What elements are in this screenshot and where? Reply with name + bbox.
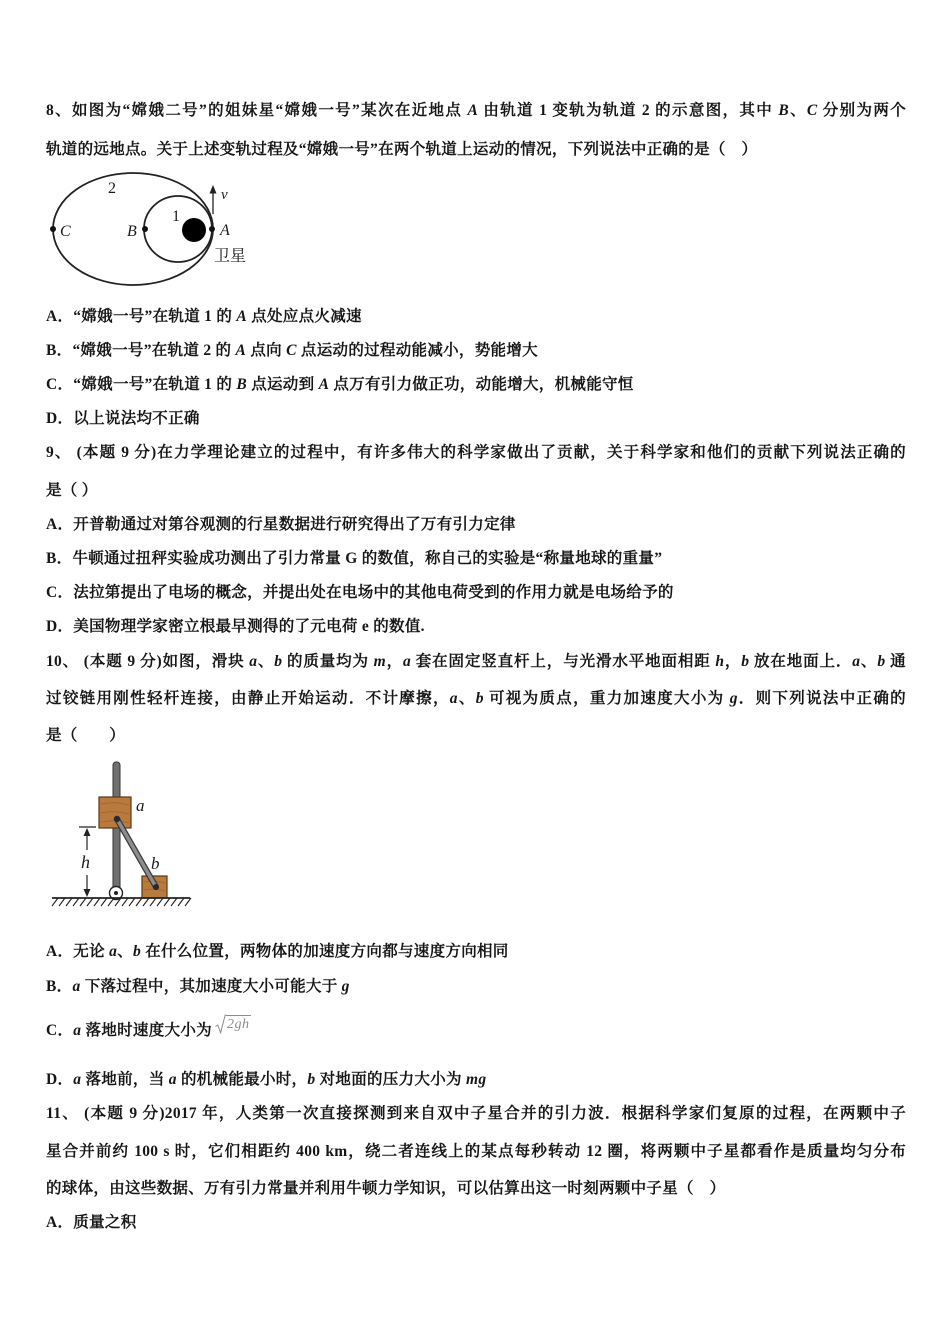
text-run: 通 bbox=[885, 653, 906, 670]
text-run: 8、如图为“嫦娥二号”的姐妹星“嫦娥一号”某次在近地点 bbox=[46, 102, 468, 119]
text-run: 点向 bbox=[246, 342, 287, 359]
text-run: A．“嫦娥一号”在轨道 1 的 bbox=[46, 308, 237, 325]
text-run: A．无论 bbox=[46, 943, 110, 960]
block-b-label: b bbox=[151, 854, 160, 873]
question-9-option-a bbox=[46, 514, 906, 536]
text-run: 的球体，由这些数据、万有引力常量并利用牛顿力学知识，可以估算出这一时刻两颗中子星（ ） bbox=[46, 1180, 726, 1197]
question-10-option-c bbox=[46, 1017, 906, 1042]
text-run: B．“嫦娥一号”在轨道 2 的 bbox=[46, 342, 236, 359]
italic-variable: B bbox=[236, 376, 248, 393]
velocity-label: v bbox=[221, 187, 228, 203]
text-run: 可视为质点，重力加速度大小为 bbox=[483, 690, 730, 707]
italic-variable: a bbox=[73, 1071, 82, 1088]
hinge-b-icon bbox=[153, 884, 159, 890]
text-run: 放在地面上． bbox=[749, 653, 853, 670]
sqrt-radicand: 2gh bbox=[226, 1017, 250, 1033]
question-9-stem-line-2 bbox=[46, 480, 906, 502]
ground-hatch bbox=[52, 898, 191, 906]
text-run: A．质量之积 bbox=[46, 1214, 137, 1231]
text-run: ， bbox=[724, 653, 742, 670]
text-run: 9、 (本题 9 分)在力学理论建立的过程中，有许多伟大的科学家做出了贡献，关于科学家和他们的贡献下列说法正确的 bbox=[46, 444, 906, 461]
question-8-stem-line-2 bbox=[46, 139, 906, 161]
hinge-a-icon bbox=[114, 816, 120, 822]
question-10-option-a bbox=[46, 941, 906, 963]
sqrt-radical-icon bbox=[215, 1014, 226, 1034]
text-run: 点运动的过程动能减小，势能增大 bbox=[296, 342, 538, 359]
light-rod bbox=[117, 819, 156, 887]
text-run: 轨道的远地点。关于上述变轨过程及“嫦娥一号”在两个轨道上运动的情况，下列说法中正确的是（ ） bbox=[46, 141, 758, 158]
orbit-2-label: 2 bbox=[108, 180, 116, 197]
question-8-option-c bbox=[46, 374, 906, 396]
text-run: 是（ ） bbox=[46, 727, 126, 744]
point-b-dot bbox=[142, 226, 148, 232]
velocity-arrow-head-icon bbox=[210, 185, 217, 194]
text-run: B．牛顿通过扭秤实验成功测出了引力常量 G 的数值，称自己的实验是“称量地球的重量” bbox=[46, 550, 663, 567]
point-c-dot bbox=[50, 226, 56, 232]
point-a-dot bbox=[209, 226, 215, 232]
question-10-stem-line-3 bbox=[46, 725, 906, 747]
sqrt-radical-stroke bbox=[215, 1015, 226, 1033]
slider-rod-diagram bbox=[48, 756, 196, 914]
italic-variable: A bbox=[236, 308, 248, 325]
question-10-option-d bbox=[46, 1069, 906, 1091]
italic-variable: a bbox=[73, 1022, 82, 1039]
orbit-diagram bbox=[44, 168, 260, 294]
text-run: 的机械能最小时， bbox=[176, 1071, 308, 1088]
text-run: 、 bbox=[860, 653, 878, 670]
text-run: ， bbox=[386, 653, 403, 670]
question-11-stem-line-1 bbox=[46, 1103, 906, 1125]
text-run: 、 bbox=[789, 102, 807, 119]
italic-variable: C bbox=[806, 102, 818, 119]
italic-variable: m bbox=[373, 653, 387, 670]
text-run: 、 bbox=[257, 653, 275, 670]
italic-variable: a bbox=[72, 978, 81, 995]
text-run: ．则下列说法中正确的 bbox=[737, 690, 906, 707]
italic-variable: g bbox=[729, 690, 738, 707]
text-run: 分别为两个 bbox=[817, 102, 906, 119]
text-run: 点处应点火减速 bbox=[247, 308, 362, 325]
italic-variable: C bbox=[286, 342, 297, 359]
text-run: C．法拉第提出了电场的概念，并提出处在电场中的其他电荷受到的作用力就是电场给予的 bbox=[46, 584, 674, 601]
question-11-stem-line-2 bbox=[46, 1141, 906, 1163]
text-run: 、 bbox=[117, 943, 133, 960]
italic-variable: b bbox=[877, 653, 886, 670]
height-down-arrow-icon bbox=[84, 889, 91, 897]
italic-variable: a bbox=[249, 653, 258, 670]
question-10-option-c-text bbox=[46, 1022, 212, 1039]
text-run: 落地时速度大小为 bbox=[81, 1022, 212, 1039]
point-c-label: C bbox=[60, 223, 71, 240]
question-8-option-d bbox=[46, 408, 906, 430]
satellite-label: 卫星 bbox=[214, 248, 247, 265]
text-run: 套在固定竖直杆上，与光滑水平地面相距 bbox=[411, 653, 716, 670]
question-10-stem-line-2 bbox=[46, 688, 906, 710]
text-run: D．美国物理学家密立根最早测得的了元电荷 e 的数值. bbox=[46, 618, 425, 635]
question-10-stem-line-1 bbox=[46, 651, 906, 673]
text-run: 的质量均为 bbox=[282, 653, 374, 670]
text-run: D．以上说法均不正确 bbox=[46, 410, 200, 427]
point-b-label: B bbox=[127, 223, 137, 240]
italic-variable: h bbox=[715, 653, 725, 670]
italic-variable: b bbox=[475, 690, 484, 707]
question-8-option-b bbox=[46, 340, 906, 362]
text-run: 落地前，当 bbox=[81, 1071, 169, 1088]
text-run: 对地面的压力大小为 bbox=[315, 1071, 466, 1088]
text-run: A．开普勒通过对第谷观测的行星数据进行研究得出了万有引力定律 bbox=[46, 516, 516, 533]
italic-variable: b bbox=[274, 653, 283, 670]
text-run: 11、 (本题 9 分)2017 年，人类第一次直接探测到来自双中子星合并的引力波．根据科学家们复原的过程，在两颗中子 bbox=[46, 1105, 906, 1122]
text-run: 在什么位置，两物体的加速度方向都与速度方向相同 bbox=[141, 943, 509, 960]
italic-variable: A bbox=[318, 376, 330, 393]
block-a bbox=[99, 797, 131, 828]
text-run: C．“嫦娥一号”在轨道 1 的 bbox=[46, 376, 237, 393]
text-run: 是（ ） bbox=[46, 482, 98, 499]
question-8-stem-line-1 bbox=[46, 100, 906, 122]
italic-variable: a bbox=[168, 1071, 177, 1088]
italic-variable: b bbox=[307, 1071, 316, 1088]
text-run: 、 bbox=[457, 690, 476, 707]
text-run: B． bbox=[46, 978, 73, 995]
italic-variable: a bbox=[402, 653, 412, 670]
italic-variable: A bbox=[467, 102, 479, 119]
point-a-label: A bbox=[220, 222, 230, 239]
question-9-option-c bbox=[46, 582, 906, 604]
text-run: 点万有引力做正功，动能增大，机械能守恒 bbox=[329, 376, 634, 393]
text-run: 过铰链用刚性轻杆连接，由静止开始运动．不计摩擦， bbox=[46, 690, 450, 707]
question-8-option-a bbox=[46, 306, 906, 328]
question-9-option-d bbox=[46, 616, 906, 638]
question-9-stem-line-1 bbox=[46, 442, 906, 464]
italic-variable: B bbox=[778, 102, 790, 119]
question-11-option-a bbox=[46, 1212, 906, 1234]
orbit-1-label: 1 bbox=[172, 208, 180, 225]
question-9-option-b bbox=[46, 548, 906, 570]
text-run: C． bbox=[46, 1022, 74, 1039]
italic-variable: g bbox=[341, 978, 350, 995]
text-run: 星合并前约 100 s 时，它们相距约 400 km，绕二者连线上的某点每秒转动 12 圈，将两颗中子星都看作是质量均匀分布 bbox=[46, 1143, 906, 1160]
text-run: 10、 (本题 9 分)如图，滑块 bbox=[46, 653, 250, 670]
rod-base-pivot-center bbox=[114, 891, 118, 895]
sqrt-expression bbox=[215, 1014, 252, 1034]
text-run: D． bbox=[46, 1071, 74, 1088]
italic-variable: b bbox=[741, 653, 750, 670]
height-up-arrow-icon bbox=[84, 828, 91, 836]
text-run: 下落过程中，其加速度大小可能大于 bbox=[80, 978, 342, 995]
question-10-option-b bbox=[46, 976, 906, 998]
italic-variable: mg bbox=[465, 1071, 487, 1088]
block-a-label: a bbox=[136, 796, 145, 815]
question-11-stem-line-3 bbox=[46, 1178, 906, 1200]
italic-variable: a bbox=[449, 690, 458, 707]
text-run: 点运动到 bbox=[247, 376, 319, 393]
text-run: 由轨道 1 变轨为轨道 2 的示意图，其中 bbox=[478, 102, 779, 119]
italic-variable: a bbox=[852, 653, 861, 670]
italic-variable: A bbox=[235, 342, 247, 359]
height-label: h bbox=[81, 852, 90, 872]
italic-variable: b bbox=[132, 943, 142, 960]
earth-disc bbox=[182, 218, 206, 242]
italic-variable: a bbox=[109, 943, 118, 960]
